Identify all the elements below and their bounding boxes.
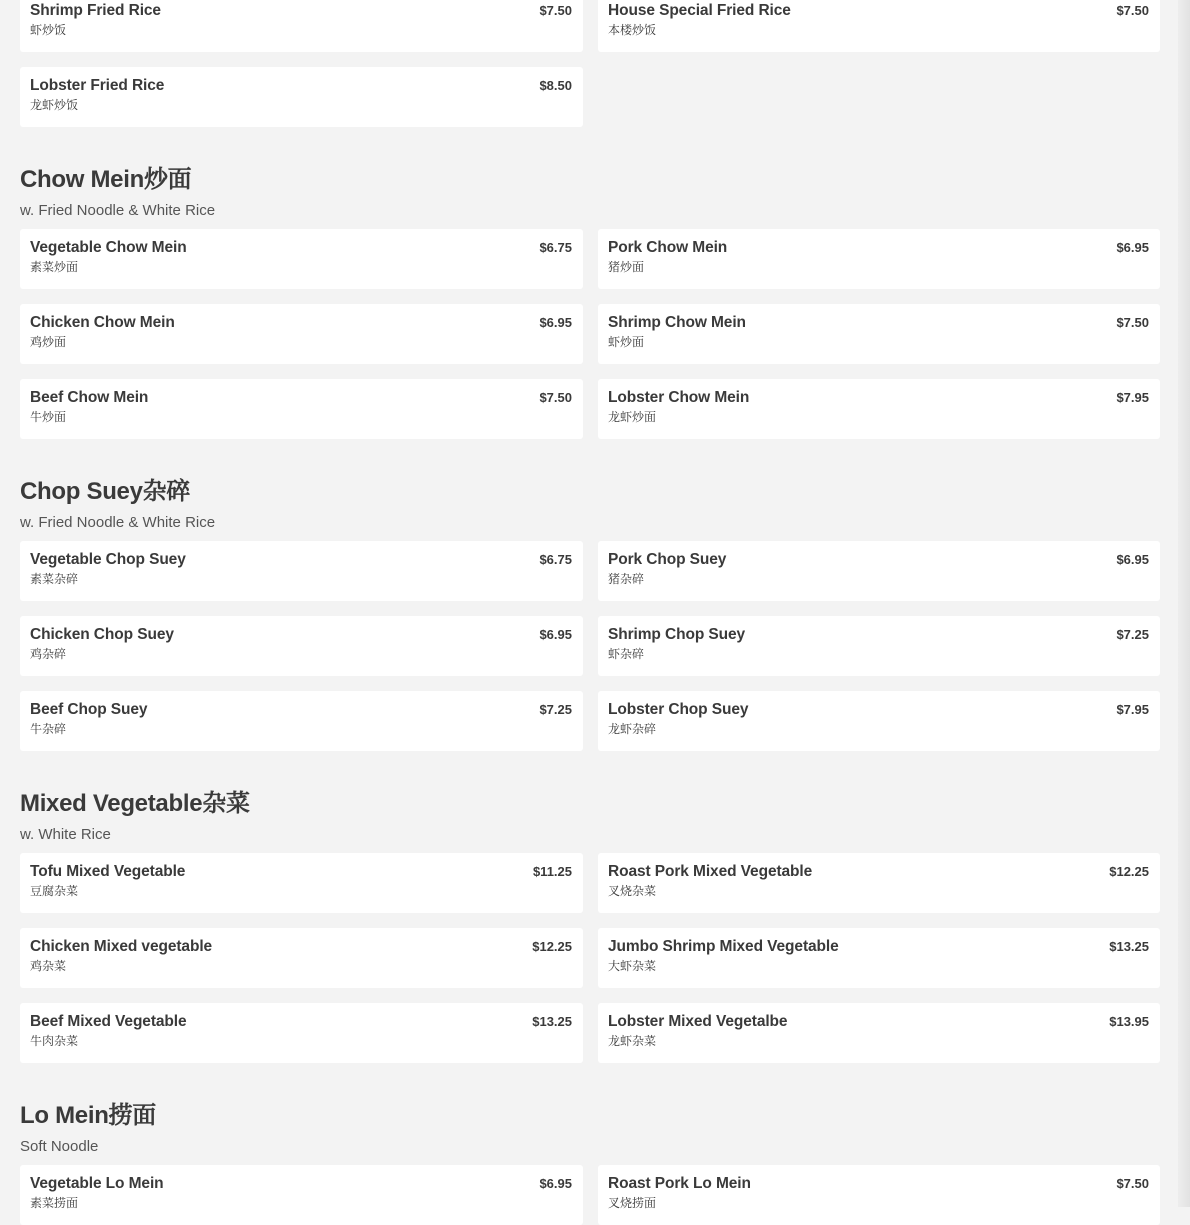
item-price: $12.25 xyxy=(1109,864,1149,879)
lo-mein-items xyxy=(20,1165,1160,1225)
item-name: Lobster Fried Rice xyxy=(30,77,165,94)
item-chinese-name: 牛杂碎 xyxy=(30,722,67,736)
item-name: Vegetable Chop Suey xyxy=(30,551,186,568)
item-price: $11.25 xyxy=(532,864,572,879)
menu-item-vegetable-chop-suey[interactable] xyxy=(20,541,583,601)
menu-item-lobster-mixed-vegetable[interactable] xyxy=(598,1003,1160,1063)
item-name: Chicken Mixed vegetable xyxy=(30,938,213,955)
item-name: Lobster Mixed Vegetalbe xyxy=(608,1013,788,1030)
menu-item-shrimp-chop-suey[interactable] xyxy=(598,616,1160,676)
section-chop-suey xyxy=(20,477,1160,751)
item-name: Pork Chow Mein xyxy=(608,239,728,256)
item-name: Lobster Chow Mein xyxy=(608,389,750,406)
section-title: Chop Suey杂碎 xyxy=(20,478,191,505)
item-price: $7.50 xyxy=(539,390,572,405)
section-subtitle: Soft Noodle xyxy=(20,1138,99,1155)
item-chinese-name: 鸡炒面 xyxy=(30,335,67,349)
item-chinese-name: 叉烧杂菜 xyxy=(608,884,657,898)
item-chinese-name: 龙虾炒面 xyxy=(608,410,657,424)
item-name: Lobster Chop Suey xyxy=(608,701,749,718)
item-name: Jumbo Shrimp Mixed Vegetable xyxy=(608,938,839,955)
item-chinese-name: 叉烧捞面 xyxy=(608,1196,657,1210)
section-title: Chow Mein炒面 xyxy=(20,166,192,193)
menu-item-beef-mixed-vegetable[interactable] xyxy=(20,1003,583,1063)
item-chinese-name: 鸡杂菜 xyxy=(30,959,67,973)
section-lo-mein xyxy=(20,1101,1160,1225)
item-name: Pork Chop Suey xyxy=(608,551,727,568)
menu-item-vegetable-chow-mein[interactable] xyxy=(20,229,583,289)
item-price: $7.25 xyxy=(539,702,572,717)
menu-item-roast-pork-lo-mein[interactable] xyxy=(598,1165,1160,1225)
item-name: House Special Fried Rice xyxy=(608,2,791,19)
menu-item-lobster-chop-suey[interactable] xyxy=(598,691,1160,751)
menu-item-chicken-mixed-vegetable[interactable] xyxy=(20,928,583,988)
item-chinese-name: 鸡杂碎 xyxy=(30,647,67,661)
item-chinese-name: 牛肉杂菜 xyxy=(30,1034,79,1048)
menu-item-shrimp-chow-mein[interactable] xyxy=(598,304,1160,364)
item-price: $7.25 xyxy=(1116,627,1149,642)
item-price: $7.50 xyxy=(1116,1176,1149,1191)
menu-page xyxy=(20,0,1160,1225)
section-subtitle: w. White Rice xyxy=(20,826,111,843)
item-price: $7.50 xyxy=(1116,3,1149,18)
item-price: $12.25 xyxy=(532,939,572,954)
fried-rice-items xyxy=(20,0,1160,127)
chow-mein-items xyxy=(20,229,1160,439)
section-chow-mein xyxy=(20,165,1160,439)
item-chinese-name: 素菜捞面 xyxy=(30,1196,79,1210)
item-chinese-name: 本楼炒饭 xyxy=(608,23,657,37)
menu-item-beef-chow-mein[interactable] xyxy=(20,379,583,439)
item-name: Chicken Chop Suey xyxy=(30,626,174,643)
item-name: Shrimp Chow Mein xyxy=(608,314,746,331)
item-name: Beef Chow Mein xyxy=(30,389,149,406)
item-chinese-name: 素菜炒面 xyxy=(30,260,79,274)
item-price: $13.25 xyxy=(1109,939,1149,954)
item-chinese-name: 虾炒面 xyxy=(608,335,645,349)
page-scroll-edge xyxy=(1178,0,1190,1207)
item-chinese-name: 龙虾杂碎 xyxy=(608,722,657,736)
menu-item-beef-chop-suey[interactable] xyxy=(20,691,583,751)
item-price: $6.75 xyxy=(539,552,572,567)
item-name: Roast Pork Lo Mein xyxy=(608,1175,751,1192)
item-name: Beef Mixed Vegetable xyxy=(30,1013,187,1030)
menu-item-roast-pork-mixed-vegetable[interactable] xyxy=(598,853,1160,913)
item-price: $8.50 xyxy=(539,78,572,93)
item-name: Roast Pork Mixed Vegetable xyxy=(608,863,813,880)
item-name: Shrimp Fried Rice xyxy=(30,2,161,19)
item-price: $6.95 xyxy=(539,627,572,642)
item-price: $7.95 xyxy=(1116,702,1149,717)
menu-item-tofu-mixed-vegetable[interactable] xyxy=(20,853,583,913)
menu-item-pork-chop-suey[interactable] xyxy=(598,541,1160,601)
item-chinese-name: 虾炒饭 xyxy=(30,23,67,37)
section-subtitle: w. Fried Noodle & White Rice xyxy=(20,514,216,531)
item-chinese-name: 龙虾炒饭 xyxy=(30,98,79,112)
item-chinese-name: 猪杂碎 xyxy=(608,572,645,586)
item-name: Vegetable Lo Mein xyxy=(30,1175,164,1192)
item-chinese-name: 大虾杂菜 xyxy=(608,959,657,973)
menu-item-house-special-fried-rice[interactable] xyxy=(598,0,1160,52)
item-chinese-name: 虾杂碎 xyxy=(608,647,645,661)
item-price: $7.95 xyxy=(1116,390,1149,405)
item-chinese-name: 龙虾杂菜 xyxy=(608,1034,657,1048)
item-chinese-name: 猪炒面 xyxy=(608,260,645,274)
item-price: $13.95 xyxy=(1109,1014,1149,1029)
menu-item-jumbo-shrimp-mixed-vegetable[interactable] xyxy=(598,928,1160,988)
item-name: Tofu Mixed Vegetable xyxy=(30,863,186,880)
item-name: Shrimp Chop Suey xyxy=(608,626,746,643)
menu-item-pork-chow-mein[interactable] xyxy=(598,229,1160,289)
section-subtitle: w. Fried Noodle & White Rice xyxy=(20,202,216,219)
item-price: $6.95 xyxy=(539,1176,572,1191)
item-name: Beef Chop Suey xyxy=(30,701,148,718)
item-price: $6.95 xyxy=(1116,240,1149,255)
menu-item-lobster-fried-rice[interactable] xyxy=(20,67,583,127)
menu-item-vegetable-lo-mein[interactable] xyxy=(20,1165,583,1225)
item-price: $6.75 xyxy=(539,240,572,255)
item-price: $13.25 xyxy=(532,1014,572,1029)
item-price: $7.50 xyxy=(1116,315,1149,330)
item-chinese-name: 素菜杂碎 xyxy=(30,572,79,586)
item-name: Vegetable Chow Mein xyxy=(30,239,187,256)
menu-item-lobster-chow-mein[interactable] xyxy=(598,379,1160,439)
item-chinese-name: 豆腐杂菜 xyxy=(30,884,79,898)
section-mixed-vegetable xyxy=(20,789,1160,1063)
item-price: $7.50 xyxy=(539,3,572,18)
item-price: $6.95 xyxy=(539,315,572,330)
item-name: Chicken Chow Mein xyxy=(30,314,175,331)
section-title: Mixed Vegetable杂菜 xyxy=(20,790,250,817)
mixed-vegetable-items xyxy=(20,853,1160,1063)
item-price: $6.95 xyxy=(1116,552,1149,567)
menu-item-chicken-chow-mein[interactable] xyxy=(20,304,583,364)
item-chinese-name: 牛炒面 xyxy=(30,410,67,424)
menu-item-shrimp-fried-rice[interactable] xyxy=(20,0,583,52)
chop-suey-items xyxy=(20,541,1160,751)
menu-item-chicken-chop-suey[interactable] xyxy=(20,616,583,676)
section-title: Lo Mein捞面 xyxy=(20,1102,156,1129)
